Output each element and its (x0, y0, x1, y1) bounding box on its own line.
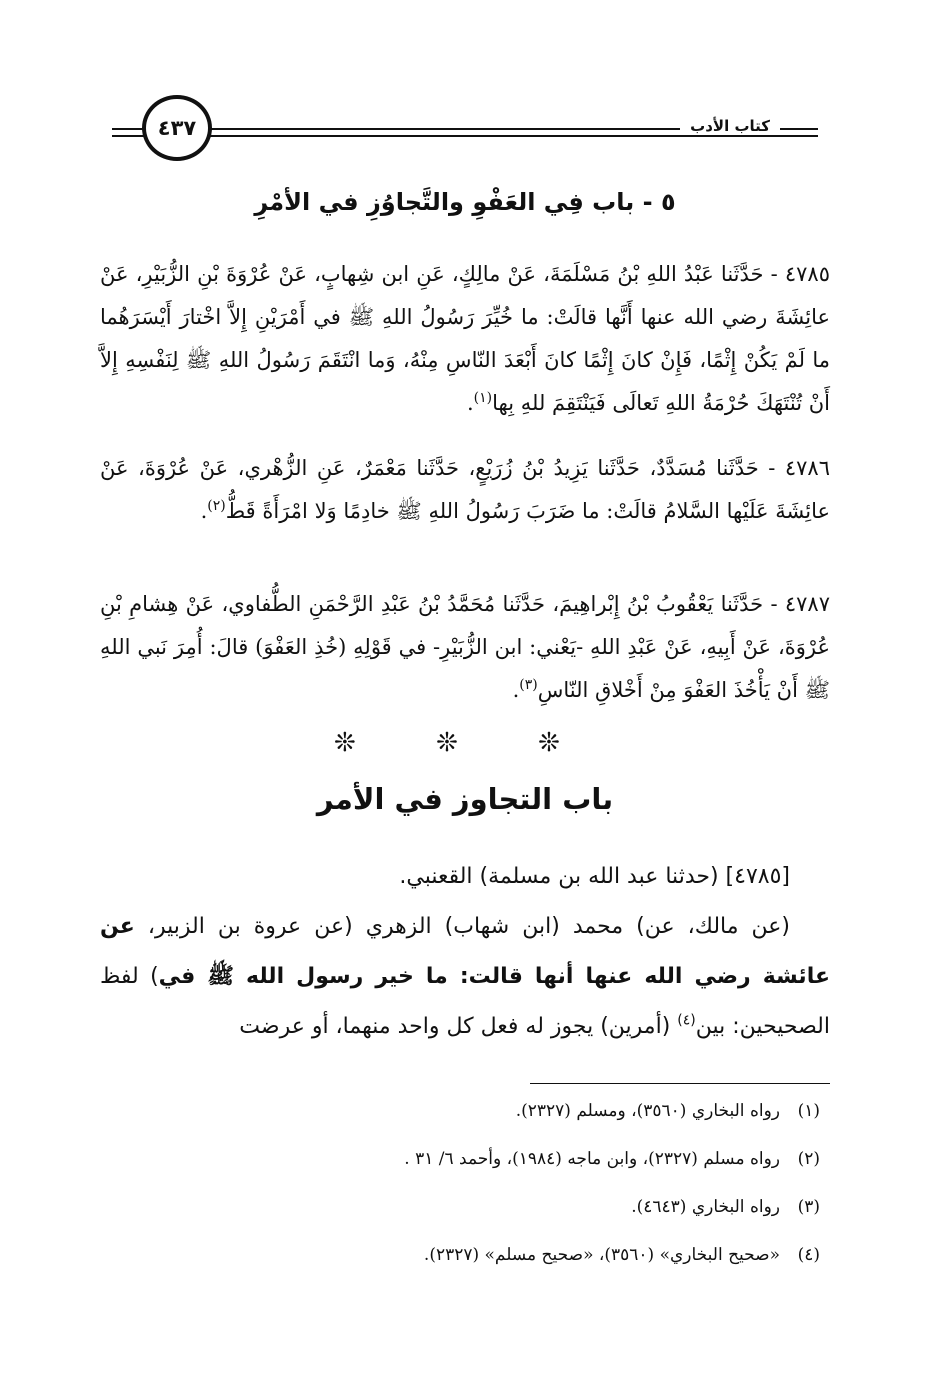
hadith-text: ٤٧٨٥ - حَدَّثَنا عَبْدُ اللهِ بْنُ مَسْلَمَةَ، عَنْ مالِكٍ، عَنِ ابن شِهابٍ، عَنْ عُرْوَةَ بْنِ الزُّبَيْرِ، عَنْ عائِشَةَ رضي الله عنها أَنَّها قالَتْ: ما خُيِّرَ رَسُولُ اللهِ ﷺ في أَمْرَيْنِ إِلاَّ اخْتارَ أَيْسَرَهُما ما لَمْ يَكُنْ إِثْمًا، فَإِنْ كانَ إِثْمًا كانَ أَبْعَدَ النّاسِ مِنْهُ، وَما انْتَقَمَ رَسُولُ اللهِ ﷺ لِنَفْسِهِ إِلاَّ أَنْ تُنْتَهَكَ حُرْمَةُ اللهِ تَعالَى فَيَنْتَقِمَ للهِ بِها (100, 262, 830, 415)
page-number: ٤٣٧ (142, 95, 212, 161)
hadith-paragraph (100, 583, 830, 712)
footnote (100, 1196, 830, 1244)
footnote (100, 1244, 830, 1292)
chapter-heading: ٥ - باب فِي العَفْوِ والتَّجاوُزِ في الأمْرِ (254, 188, 676, 216)
footnote-text: رواه البخاري (٤٦٤٣). (631, 1197, 780, 1217)
footnote-ref: (٣) (519, 677, 538, 693)
footnote-text: رواه مسلم (٢٣٢٧)، وابن ماجه (١٩٨٤)، وأحمد ٦/ ٣١ . (404, 1149, 780, 1169)
hadith-text: ٤٧٨٦ - حَدَّثَنا مُسَدَّدٌ، حَدَّثَنا يَزِيدُ بْنُ زُرَيْعٍ، حَدَّثَنا مَعْمَرٌ، عَنِ الزُّهْري، عَنْ عُرْوَةَ، عَنْ عائِشَةَ عَلَيْها السَّلامُ قالَتْ: ما ضَرَبَ رَسُولُ اللهِ ﷺ خادِمًا وَلا امْرَأَةً قَطُّ (100, 456, 830, 523)
section-separator: ❊ ❊ ❊ (334, 728, 596, 758)
footnote-ref: (٢) (207, 498, 226, 514)
commentary-paragraph (100, 902, 830, 1052)
footnote-text: رواه البخاري (٣٥٦٠)، ومسلم (٢٣٢٧). (515, 1101, 780, 1121)
commentary-text: (أمرين) يجوز له فعل كل واحد منهما، أو عرضت (239, 1014, 678, 1039)
commentary-text: ) لفظ الصحيحين: بين (100, 964, 830, 1039)
hadith-end: . (512, 678, 520, 702)
footnote-ref: (١) (473, 390, 493, 406)
hadith-paragraph (100, 253, 830, 425)
footnote-number: (١) (797, 1101, 820, 1121)
footnote (100, 1148, 830, 1196)
running-title: كتاب الأدب (680, 117, 780, 135)
page-header (100, 95, 830, 165)
commentary-paragraph: [٤٧٨٥] (حدثنا عبد الله بن مسلمة) القعنبي. (399, 864, 790, 889)
hadith-end: . (200, 499, 208, 523)
footnote-rule (530, 1083, 830, 1084)
footnote-number: (٢) (797, 1149, 820, 1169)
footnote-text: «صحيح البخاري» (٣٥٦٠)، «صحيح مسلم» (٢٣٢٧). (423, 1245, 780, 1265)
footnote (100, 1100, 830, 1148)
footnote-number: (٤) (797, 1245, 820, 1265)
footnote-number: (٣) (797, 1197, 820, 1217)
commentary-heading: باب التجاوز في الأمر (316, 782, 614, 816)
hadith-end: . (466, 391, 474, 415)
commentary-bold-text: عن عائشة رضي الله عنها أنها قالت: ما خير رسول الله ﷺ في (100, 914, 830, 989)
hadith-paragraph (100, 447, 830, 533)
hadith-text: ٤٧٨٧ - حَدَّثَنا يَعْقُوبُ بْنُ إِبْراهِيمَ، حَدَّثَنا مُحَمَّدُ بْنُ عَبْدِ الرَّحْمَنِ الطُّفاوي، عَنْ هِشامِ بْنِ عُرْوَةَ، عَنْ أَبِيهِ، عَنْ عَبْدِ اللهِ -يَعْني: ابن الزُّبَيْرِ- في قَوْلِهِ (خُذِ العَفْوَ) قالَ: أُمِرَ نَبي اللهِ ﷺ أَنْ يَأْخُذَ العَفْوَ مِنْ أَخْلاقِ النّاسِ (100, 592, 830, 702)
commentary-text: (عن مالك، عن) محمد (ابن شهاب) الزهري (عن عروة بن الزبير، (134, 914, 790, 939)
footnotes-list (100, 1100, 830, 1292)
footnote-ref: (٤) (677, 1012, 696, 1029)
